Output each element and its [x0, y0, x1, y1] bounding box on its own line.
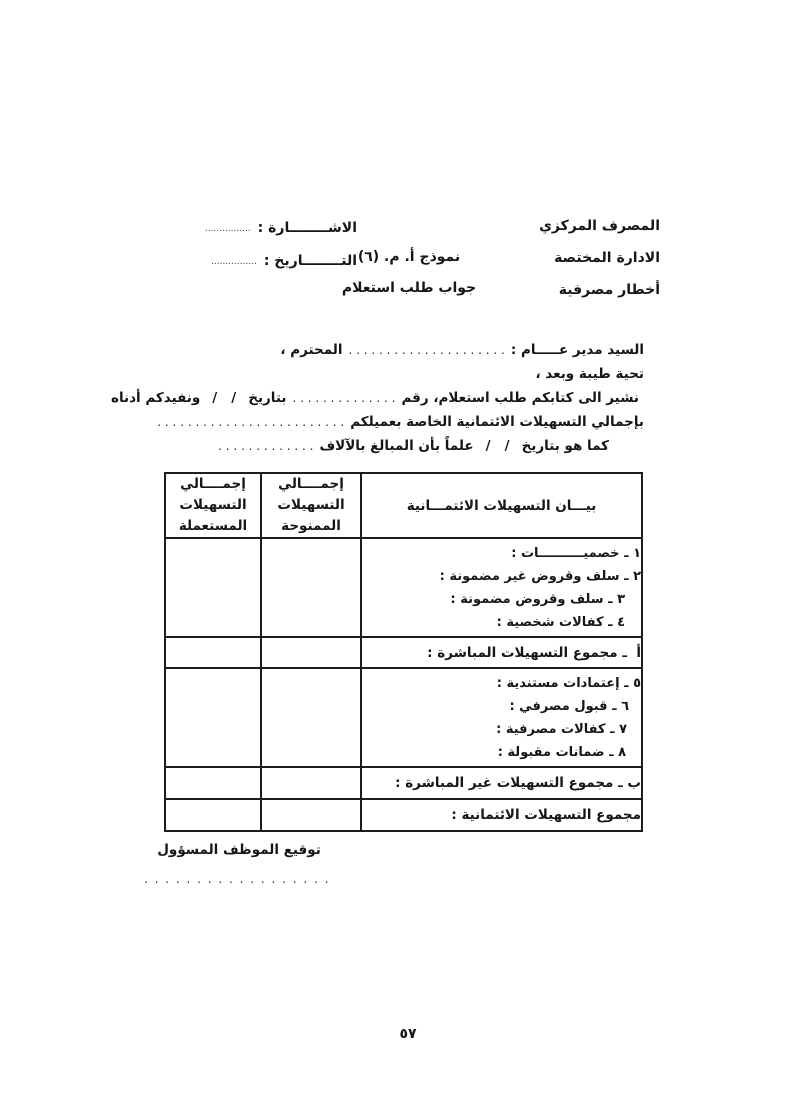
column-header-granted	[261, 473, 361, 538]
salutation-line	[132, 338, 644, 362]
indirect-items-used-cell	[165, 668, 261, 767]
item-secured-loans: ٣ ـ سلف وقروض مضمونة :	[450, 591, 625, 607]
indirect-total-row	[165, 767, 642, 799]
page-number: ٥٧	[399, 1026, 417, 1042]
body1-text: نشير الى كتابكم طلب استعلام، رقم	[401, 390, 639, 406]
indirect-total-label: ب ـ مجموع التسهيلات غير المباشرة :	[361, 767, 642, 799]
indirect-total-used-cell	[165, 767, 261, 799]
bank-name: المصرف المركزي	[539, 218, 660, 234]
form-number: نموذج أ. م. (٦)	[357, 249, 461, 265]
body-line-2	[132, 410, 644, 434]
reference-dotted-line: ................	[204, 224, 251, 234]
addressee-dotted-line: . . . . . . . . . . . . . . . . . . . . .	[348, 343, 505, 357]
reference-field	[205, 212, 357, 245]
direct-total-used-cell	[165, 637, 261, 668]
direct-items-used-cell	[165, 538, 261, 637]
table-header-row	[165, 473, 642, 538]
signature-label: توقيع الموظف المسؤول	[157, 842, 321, 858]
respected-suffix: المحترم ،	[280, 342, 343, 358]
reference-label: الاشــــــــارة :	[257, 220, 357, 236]
direct-items-list	[361, 538, 642, 637]
request-number-dotted-line: . . . . . . . . . . . . . .	[292, 391, 396, 405]
item-accepted-collateral: ٨ ـ ضمانات مقبولة :	[497, 744, 626, 760]
indirect-total-granted-cell	[261, 767, 361, 799]
signature-dotted-line: . . . . . . . . . . . . . . . . . .	[143, 872, 330, 886]
item-bank-acceptance: ٦ ـ قبول مصرفي :	[509, 698, 629, 714]
grand-total-label: مجموع التسهيلات الائتمانية :	[361, 799, 642, 831]
reference-date-block	[205, 212, 357, 278]
salutation-text: السيد مدير عـــــام :	[510, 342, 644, 358]
date-label: التــــــــاريخ :	[263, 253, 357, 269]
dated-label: بتاريخ	[248, 390, 287, 406]
column-header-description: بيـــان التسهيلات الائتمـــانية	[361, 473, 642, 538]
signature-block	[143, 838, 330, 891]
grand-total-row	[165, 799, 642, 831]
indirect-items-list	[361, 668, 642, 767]
item-unsecured-loans: ٢ ـ سلف وقروض غير مضمونة :	[439, 568, 641, 584]
inform-below-text: ونفيدكم أدناه	[110, 390, 201, 406]
department-name: الادارة المختصة	[554, 250, 660, 266]
as-of-date-slashes: / /	[485, 438, 510, 454]
institution-header	[539, 210, 660, 306]
used-header-line1: إجمــــالي	[180, 476, 246, 492]
indirect-items-granted-cell	[261, 668, 361, 767]
grand-total-granted-cell	[261, 799, 361, 831]
granted-header-line2: التسهيلات الممنوحة	[277, 497, 345, 534]
item-discounts: ١ ـ خصميــــــــــات :	[511, 545, 641, 561]
client-name-dotted-line: . . . . . . . . . . . . . . . . . . . . . . . . .	[157, 415, 345, 429]
amounts-thousands-text: علماً بأن المبالغ بالآلاف	[319, 438, 474, 454]
direct-total-label: أ ـ مجموع التسهيلات المباشرة :	[361, 637, 642, 668]
body-line-1	[110, 386, 639, 410]
item-bank-guarantees: ٧ ـ كفالات مصرفية :	[496, 721, 627, 737]
column-header-used	[165, 473, 261, 538]
direct-total-row	[165, 637, 642, 668]
credit-facilities-table	[164, 472, 643, 832]
direct-items-granted-cell	[261, 538, 361, 637]
greeting-line: تحية طيبة وبعد ،	[535, 366, 644, 382]
as-of-date-text: كما هو بتاريخ	[521, 438, 609, 454]
body-line-3	[132, 434, 609, 458]
item-personal-guarantees: ٤ ـ كفالات شخصية :	[496, 614, 625, 630]
item-documentary-credits: ٥ ـ إعتمادات مستندية :	[496, 675, 641, 691]
indirect-items-row	[165, 668, 642, 767]
form-title: جواب طلب استعلام	[341, 280, 477, 296]
date-slashes: / /	[212, 390, 237, 406]
currency-dotted-line: . . . . . . . . . . . . .	[218, 439, 314, 453]
granted-header-line1: إجمــــالي	[278, 476, 344, 492]
direct-total-granted-cell	[261, 637, 361, 668]
direct-items-row	[165, 538, 642, 637]
banking-notices-label: أخطار مصرفية	[558, 282, 660, 298]
body2-text: بإجمالي التسهيلات الائتمانية الخاصة بعميلكم	[350, 414, 644, 430]
used-header-line2: التسهيلات المستعملة	[178, 497, 248, 534]
grand-total-used-cell	[165, 799, 261, 831]
date-field	[205, 245, 357, 278]
date-dotted-line: ................	[211, 257, 257, 267]
letter-body	[110, 338, 644, 458]
